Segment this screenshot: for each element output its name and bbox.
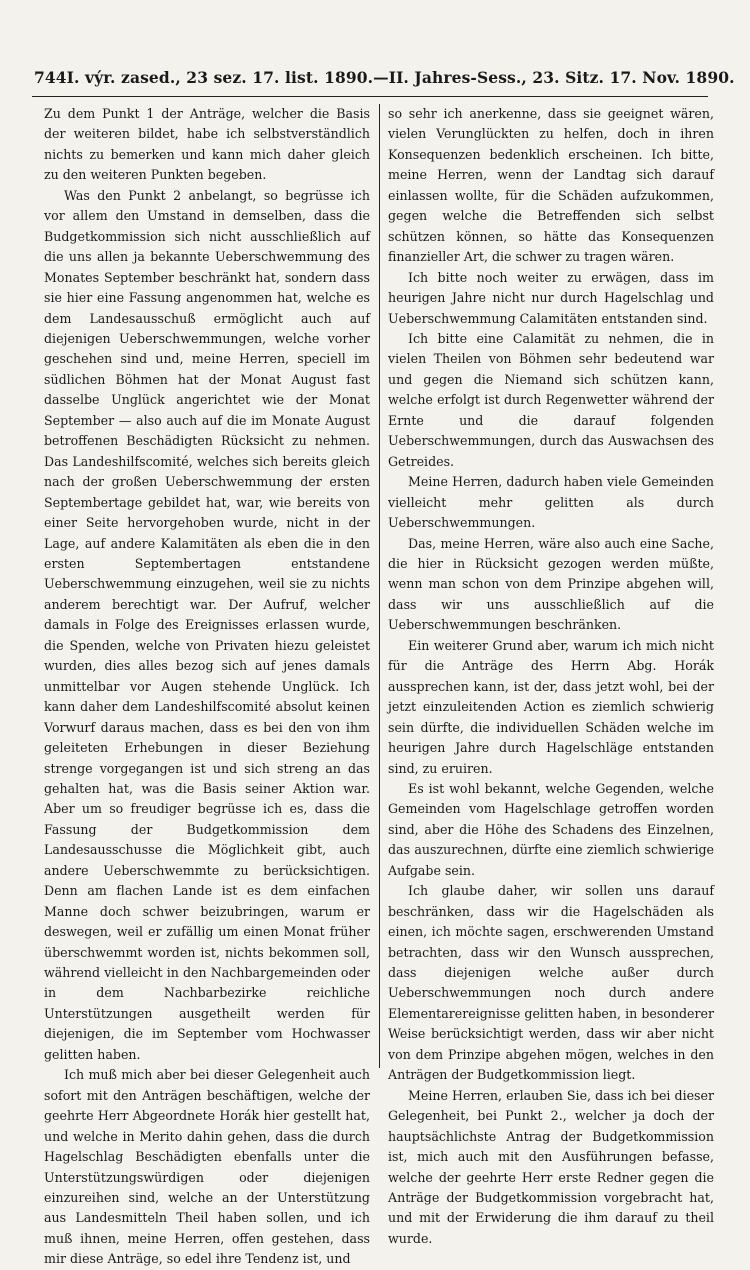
paragraph: Meine Herren, erlauben Sie, dass ich bei dieser Gelegenheit, bei Punkt 2., welcher ja doch der hauptsächlichste Antrag der Budgetkommission ist, mich auch mit den Ausführungen befasse, welche der geehrte Herr erste Redner gegen die Anträge der Budgetkommission vorgebracht hat, und mit der Erwiderung die ihm darauf zu theil wurde. — [388, 1087, 714, 1246]
right-column — [388, 104, 714, 1249]
paragraph: Ich bitte noch weiter zu erwägen, dass im heurigen Jahre nicht nur durch Hagelschlag und Ueberschwemmung Calamitäten entstanden sind. — [388, 269, 714, 326]
paragraph: Es ist wohl bekannt, welche Gegenden, welche Gemeinden vom Hagelschlage getroffen worden sind, aber die Höhe des Schadens des Einzelnen, das auszurechnen, dürfte eine ziemlich schwierige Aufgabe sein. — [388, 780, 714, 878]
paragraph: Ich muß mich aber bei dieser Gelegenheit auch sofort mit den Anträgen beschäftigen, welche der geehrte Herr Abgeordnete Horák hier gestellt hat, und welche in Merito dahin gehen, dass die durch Hagelschlag Beschädigten ebenfalls unter die Unterstützungswürdigen oder diejenigen einzureihen sind, welche an der Unterstützung aus Landesmitteln Theil haben sollen, und ich muß ihnen, meine Herren, offen gestehen, dass mir diese Anträge, so edel ihre Tendenz ist, und — [44, 1067, 370, 1267]
paragraph: so sehr ich anerkenne, dass sie geeignet wären, vielen Verunglückten zu helfen, doch in ihren Konsequenzen bedenklich erscheinen. Ich bitte, meine Herren, wenn der Landtag sich darauf einlassen wollte, für die Schäden aufzukommen, gegen welche die Betreffenden sich selbst schützen können, so hätte das Konsequenzen finanzieller Art, die schwer zu tragen wären. — [388, 106, 714, 265]
column-divider — [379, 104, 380, 1068]
header-dash: — — [373, 68, 389, 87]
header-rule — [32, 96, 708, 97]
paragraph: Ein weiterer Grund aber, warum ich mich nicht für die Anträge des Herrn Abg. Horák aussprechen kann, ist der, dass jetzt wohl, bei der jetzt einzuleitenden Action es ziemlich schwierig sein dürfte, die individuellen Schäden welche im heurigen Jahre durch Hagelschläge entstanden sind, zu eruiren. — [388, 637, 714, 776]
session-czech: I. výr. zased., 23 sez. 17. list. 1890. — [66, 68, 374, 87]
page-number: 744 — [34, 68, 67, 87]
paragraph: Ich bitte eine Calamität zu nehmen, die in vielen Theilen von Böhmen sehr bedeutend war und gegen die Niemand sich schützen kann, welche erfolgt ist durch Regenwetter während der Ernte und die darauf folgenden Ueberschwemmungen, durch das Auswachsen des Getreides. — [388, 330, 714, 469]
paragraph: Meine Herren, dadurch haben viele Gemeinden vielleicht mehr gelitten als durch Ueberschwemmungen. — [388, 474, 714, 531]
paragraph: Was den Punkt 2 anbelangt, so begrüsse ich vor allem den Umstand in demselben, dass die Budgetkommission sich nicht ausschließlich auf die uns allen ja bekannte Ueberschwemmung des Monates September beschränkt hat, sondern dass sie hier eine Fassung angenommen hat, welche es dem Landesausschuß ermöglicht auch auf diejenigen Ueberschwemmungen, welche vorher geschehen sind und, meine Herren, speciell im südlichen Böhmen hat der Monat August fast dasselbe Unglück angerichtet wie der Monat September — also auch auf die im Monate August betroffenen Beschädigten Rücksicht zu nehmen. Das Landeshilfscomité, welches sich bereits gleich nach der großen Ueberschwemmung der ersten Septembertage gebildet hat, war, wie bereits von einer Seite hervorgehoben wurde, nicht in der Lage, auf andere Kalamitäten als eben die in den ersten Septembertagen entstandene Ueberschwemmung einzugehen, weil sie zu nichts anderem berechtigt war. Der Aufruf, welcher damals in Folge des Ereignisses erlassen wurde, die Spenden, welche von Privaten hiezu geleistet wurden, dies alles bezog sich auf jenes damals unmittelbar vor Augen stehende Unglück. Ich kann daher dem Landeshilfscomité absolut keinen Vorwurf daraus machen, dass es bei den von ihm geleiteten Erhebungen in dieser Beziehung strenge vorgegangen ist und sich streng an das gehalten hat, was die Basis seiner Aktion war. Aber um so freudiger begrüsse ich es, dass die Fassung der Budgetkommission dem Landesausschusse die Möglichkeit gibt, auch andere Ueberschwemmte zu berücksichtigen. Denn am flachen Lande ist es dem einfachen Manne doch schwer beizubringen, warum er deswegen, weil er zufällig um einen Monat früher überschwemmt worden ist, nichts bekommen soll, während vielleicht in den Nachbargemeinden oder in dem Nachbarbezirke reichliche Unterstützungen ausgetheilt werden für diejenigen, die im September vom Hochwasser gelitten haben. — [44, 187, 370, 1062]
page-header — [34, 68, 735, 92]
paragraph: Zu dem Punkt 1 der Anträge, welcher die Basis der weiteren bildet, habe ich selbstverständlich nichts zu bemerken und kann mich daher gleich zu den weiteren Punkten begeben. — [44, 106, 370, 183]
paragraph: Das, meine Herren, wäre also auch eine Sache, die hier in Rücksicht gezogen werden müßte, wenn man schon von dem Prinzipe abgehen will, dass wir uns ausschließlich auf die Ueberschwemmungen beschränken. — [388, 535, 714, 633]
paragraph: Ich glaube daher, wir sollen uns darauf beschränken, dass wir die Hagelschäden als einen, ich möchte sagen, erschwerenden Umstand betrachten, dass wir den Wunsch aussprechen, dass diejenigen welche außer durch Ueberschwemmungen noch durch andere Elementarereignisse gelitten haben, in besonderer Weise berücksichtigt werden, dass wir aber nicht von dem Prinzipe abgehen mögen, welches in den Anträgen der Budgetkommission liegt. — [388, 883, 714, 1083]
left-column — [44, 104, 370, 1270]
session-german: II. Jahres-Sess., 23. Sitz. 17. Nov. 1890. — [388, 68, 735, 87]
